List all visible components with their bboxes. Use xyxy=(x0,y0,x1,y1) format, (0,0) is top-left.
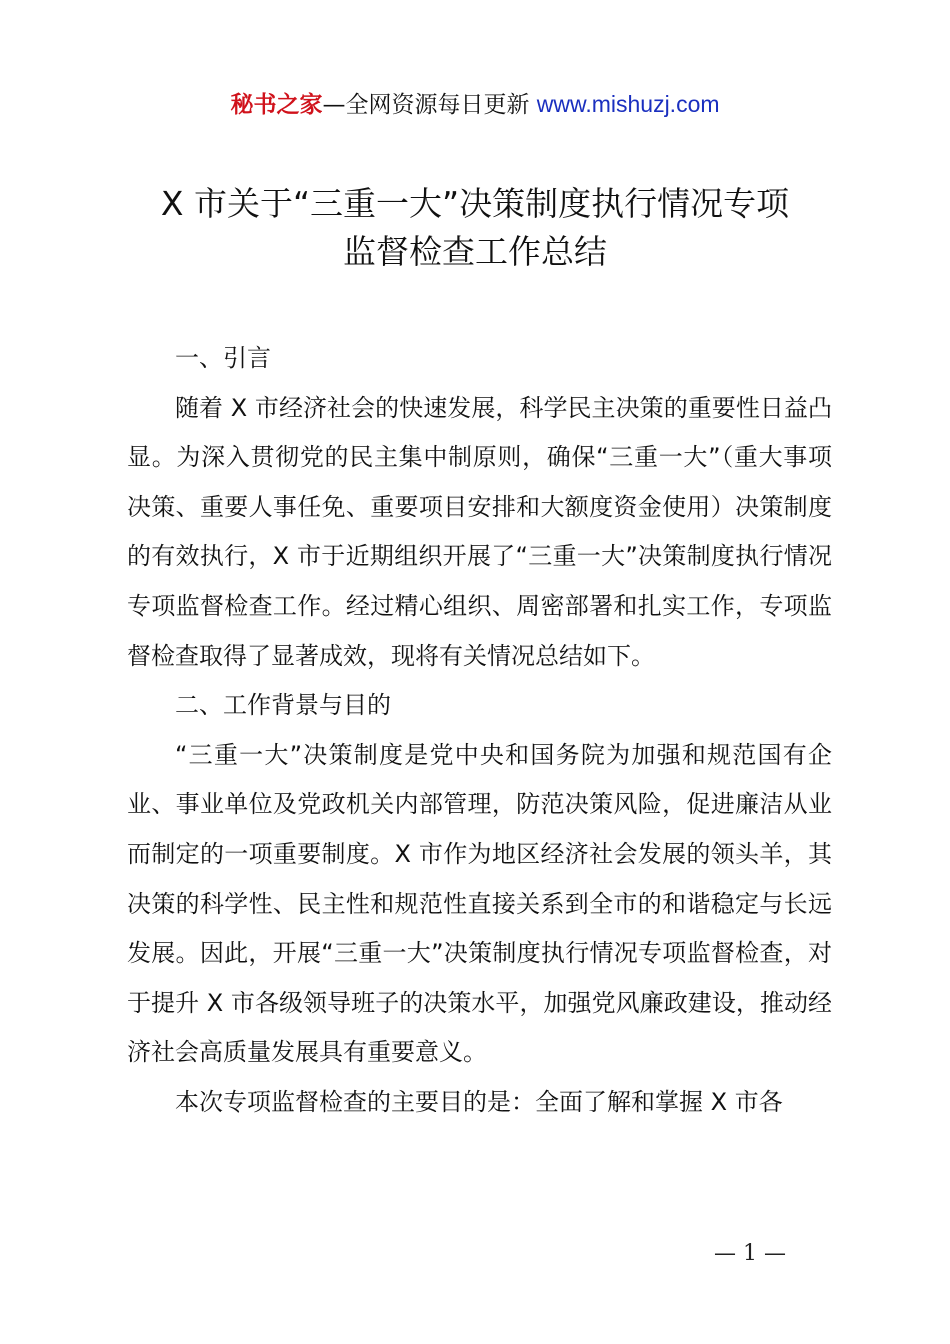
page-number: — 1 — xyxy=(714,1241,786,1266)
section-heading-background: 二、工作背景与目的 xyxy=(175,691,391,720)
paragraph-background: “三重一大”决策制度是党中央和国务院为加强和规范国有企业、事业单位及党政机关内部管理，防范决策风险，促进廉洁从业而制定的一项重要制度。X 市作为地区经济社会发展的领头羊，其决策的科学性、民主性和规范性直接关系到全市的和谐稳定与长远发展。因此，开展“三重一大”决策制度执行情况专项监督检查，对于提升 X 市各级领导班子的决策水平，加强党风廉政建设，推动经济社会高质量发展具有重要意义。 xyxy=(127,740,832,1067)
title-line-1: X 市关于“三重一大”决策制度执行情况专项 xyxy=(160,184,790,223)
site-header xyxy=(0,86,950,123)
site-url-link[interactable]: www.mishuzj.com xyxy=(536,91,720,117)
paragraph-purpose: 本次专项监督检查的主要目的是：全面了解和掌握 X 市各 xyxy=(175,1087,783,1116)
document-body xyxy=(127,334,832,1128)
document-title xyxy=(60,180,890,276)
section-heading-intro: 一、引言 xyxy=(175,344,271,372)
header-slogan: —全网资源每日更新 xyxy=(322,92,530,118)
paragraph-intro: 随着 X 市经济社会的快速发展，科学民主决策的重要性日益凸显。为深入贯彻党的民主集中制原则，确保“三重一大”（重大事项决策、重要人事任免、重要项目安排和大额度资金使用）决策制度的有效执行，X 市于近期组织开展了“三重一大”决策制度执行情况专项监督检查工作。经过精心组织、周密部署和扎实工作，专项监督检查取得了显著成效，现将有关情况总结如下。 xyxy=(127,393,832,670)
brand-name: 秘书之家 xyxy=(230,92,323,118)
title-line-2: 监督检查工作总结 xyxy=(343,232,607,271)
